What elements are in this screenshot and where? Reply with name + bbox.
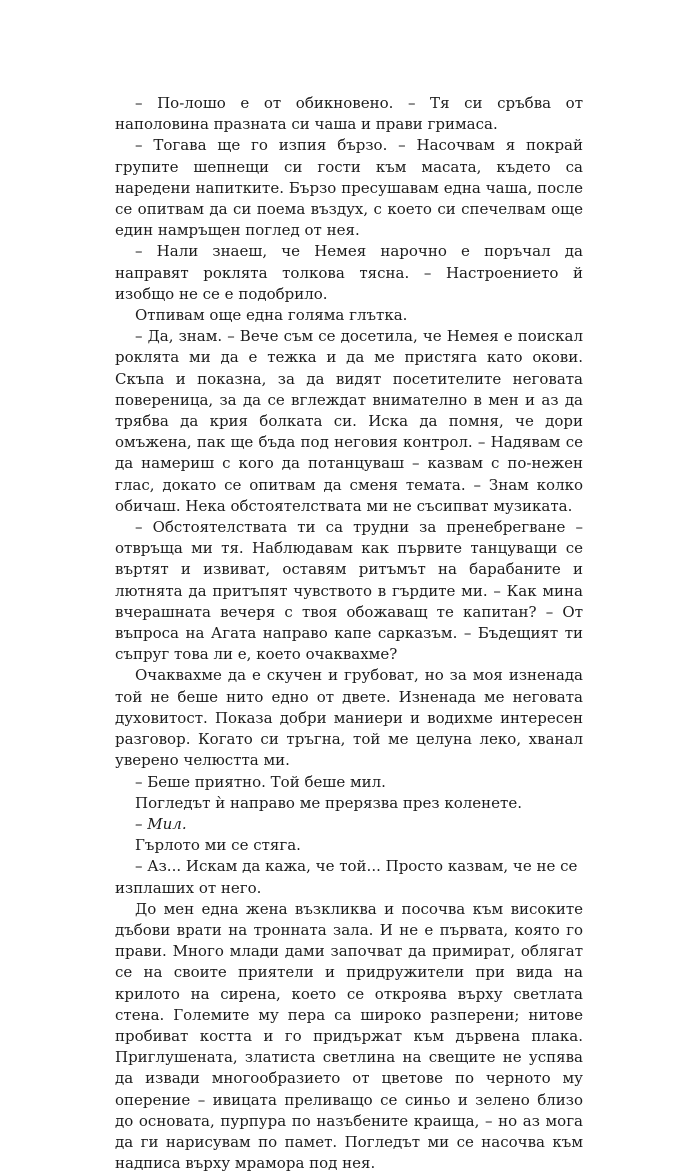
paragraph: До мен една жена възкликва и посочва към високите дъбови врати на тронната зала. И не е първата, която го прави. Много млади дами започват да примират, облягат се на своите приятели и придружители при вида на крилото на сирена, което се откроява върху светлата стена. Големите му пера са широко разперени; нитове пробиват костта и го придържат към дървена плака. Приглушената, златиста светлина на свещите не успява да извади многообразието от цветове по черното му оперение – ивицата преливащо се синьо и зелено близо до основата, пурпура по назъбените краища, – но аз мога да ги нарисувам по памет. Погледът ми се насочва към надписа върху мрамора под нея. — [115, 899, 583, 1173]
italic-word: – Мил. — [135, 814, 187, 833]
paragraph: Отпивам още една голяма глътка. — [135, 306, 408, 325]
paragraph: – По-лошо е от обикновено. – Тя си сръбва от наполовина празната си чаша и прави гримаса. — [115, 94, 583, 134]
paragraph: Погледът ѝ направо ме прерязва през коленете. — [135, 793, 522, 812]
paragraph: – Да, знам. – Вече съм се досетила, че Немея е поискал роклята ми да е тежка и да ме пристяга като окови. Скъпа и показна, за да видят посетителите неговата повереница, за да се вглеждат внимателно в мен и аз да трябва да крия болката си. Иска да помня, че дори омъжена, пак ще бъда под неговия контрол. – Надявам се да намериш с кого да потанцуваш – казвам с по-нежен глас, докато се опитвам да сменя темата. – Знам колко обичаш. Нека обстоятелствата ми не съсипват музиката. — [115, 327, 583, 515]
paragraph: – Аз... Искам да кажа, че той... Просто казвам, че не се изплаших от него. — [115, 857, 578, 897]
paragraph: – Тогава ще го изпия бързо. – Насочвам я покрай групите шепнещи си гости към масата, където са наредени напитките. Бързо пресушавам една чаша, после се опитвам да си поема въздух, с което си спечелвам още един намръщен поглед от нея. — [115, 136, 583, 240]
page-text — [115, 93, 583, 1174]
paragraph: – Обстоятелствата ти са трудни за пренебрегване – отвръща ми тя. Наблюдавам как първите танцуващи се въртят и извиват, оставям ритъмът на барабаните и лютнята да притъпят чувството в гърдите ми. – Как мина вчерашната вечеря с твоя обожаващ те капитан? – От въпроса на Агата направо капе сарказъм. – Бъдещият ти съпруг това ли е, което очаквахме? — [115, 518, 583, 664]
paragraph: Очаквахме да е скучен и грубоват, но за моя изненада той не беше нито едно от двете. Изненада ме неговата духовитост. Показа добри маниери и водихме интересен разговор. Когато си тръгна, той ме целуна леко, хванал уверено челюстта ми. — [115, 666, 583, 770]
paragraph: – Беше приятно. Той беше мил. — [135, 772, 386, 791]
paragraph — [115, 814, 583, 835]
paragraph: Гърлото ми се стяга. — [135, 836, 301, 855]
paragraph: – Нали знаеш, че Немея нарочно е поръчал да направят роклята толкова тясна. – Настроението й изобщо не се е подобрило. — [115, 242, 583, 303]
